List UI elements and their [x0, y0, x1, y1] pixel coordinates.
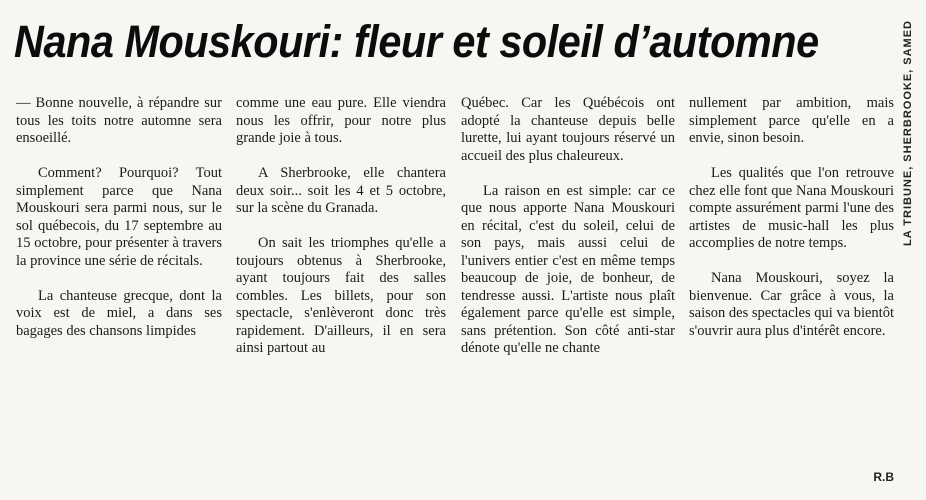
- paragraph: Nana Mouskouri, soyez la bienvenue. Car grâce à vous, la saison des spectacles qui va bientôt s'ouvrir aura plus d'intérêt encore.: [689, 270, 894, 339]
- article-headline: Nana Mouskouri: fleur et soleil d’automne: [14, 16, 819, 67]
- paragraph: Québec. Car les Québécois ont adopté la chanteuse depuis belle lurette, lui ayant toujours réservé un accueil des plus chaleureux.: [461, 95, 675, 164]
- paragraph: On sait les triomphes qu'elle a toujours obtenus à Sherbrooke, ayant toujours fait des salles combles. Les billets, pour son spectacle, s'enlèveront donc très rapidement. D'ailleurs, il en sera ainsi partout au: [236, 235, 446, 356]
- article-column-3: [461, 95, 675, 375]
- paragraph: — Bonne nouvelle, à répandre sur tous les toits notre automne sera ensoeillé.: [16, 95, 222, 146]
- article-column-4: [689, 95, 894, 358]
- paragraph: La chanteuse grecque, dont la voix est de miel, a dans ses bagages des chansons limpides: [16, 287, 222, 339]
- paragraph: La raison en est simple: car ce que nous apporte Nana Mouskouri en récital, c'est du soleil, celui de son pays, mais aussi celui de l'univers entier c'est en même temps beaucoup de joie, de bonheur, de tendresse aussi. L'artiste nous plaît également parce qu'elle est simple, sans prétention. Son côté anti-star dénote qu'elle ne chante: [461, 182, 675, 356]
- paragraph: comme une eau pure. Elle viendra nous les offrir, pour notre plus grande joie à tous.: [236, 95, 446, 146]
- paragraph: Comment? Pourquoi? Tout simplement parce que Nana Mouskouri sera parmi nous, sur le sol québecois, du 17 septembre au 15 octobre, pour présenter à travers la province une série de récitals.: [16, 165, 222, 269]
- paragraph: Les qualités que l'on retrouve chez elle font que Nana Mouskouri compte assurément parmi l'une des artistes de music-hall les plus accomplies de notre temps.: [689, 165, 894, 251]
- paragraph: nullement par ambition, mais simplement parce qu'elle en a envie, sinon besoin.: [689, 95, 894, 146]
- newspaper-credit: LA TRIBUNE, SHERBROOKE, SAMED: [902, 20, 914, 246]
- author-signature: R.B: [873, 470, 894, 484]
- article-column-1: [16, 95, 222, 358]
- paragraph: A Sherbrooke, elle chantera deux soir... soit les 4 et 5 octobre, sur la scène du Granada.: [236, 165, 446, 216]
- article-column-2: [236, 95, 446, 375]
